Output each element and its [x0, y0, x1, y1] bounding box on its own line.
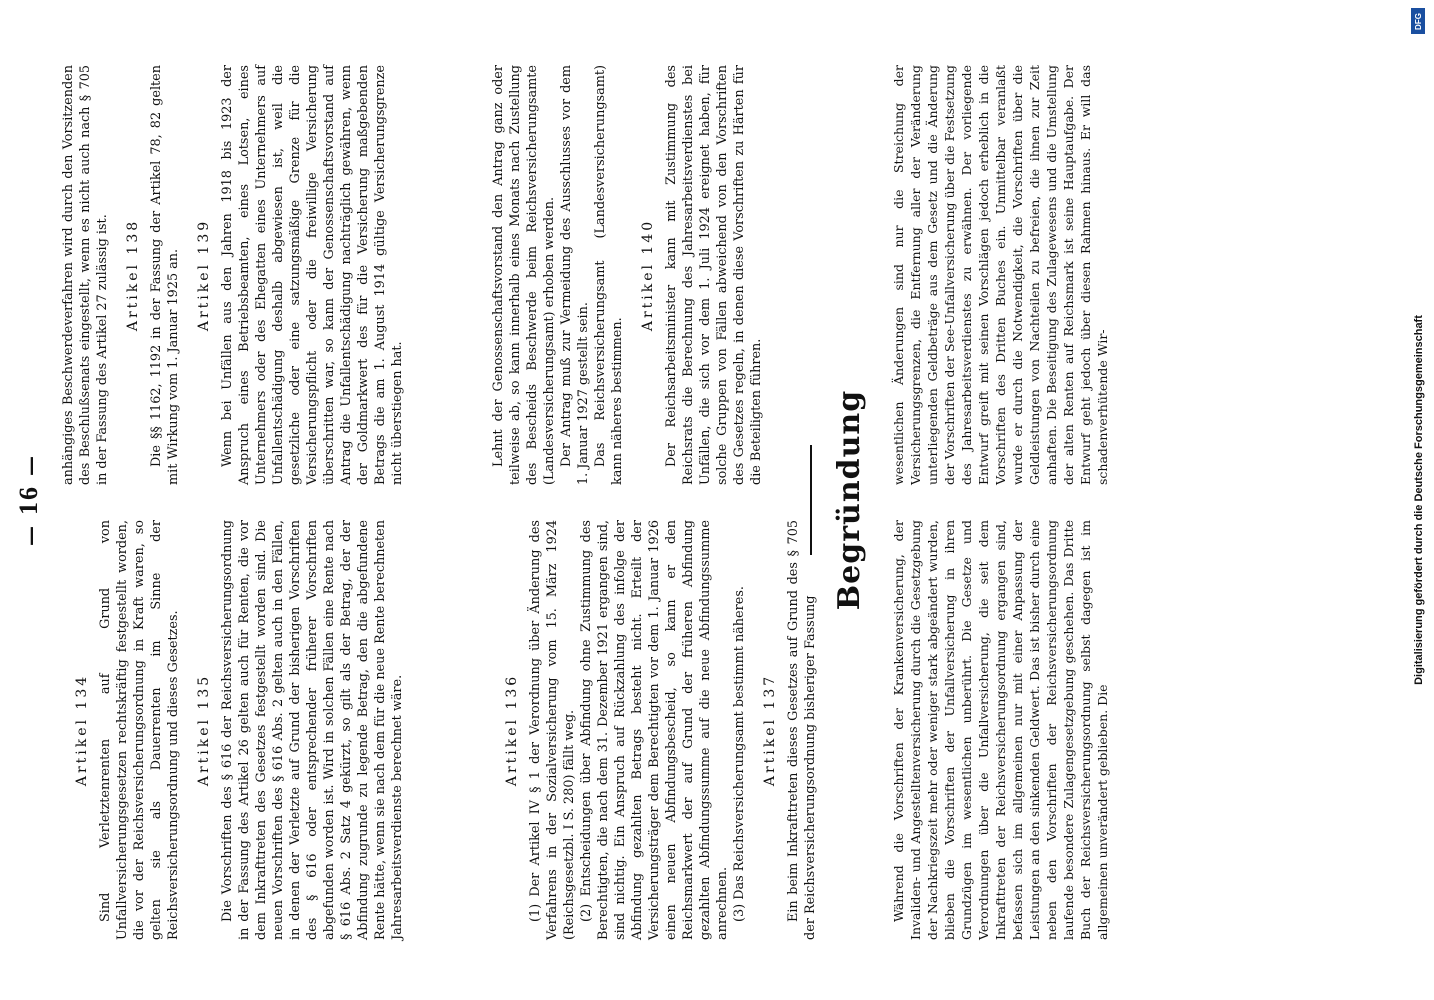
continued-text: anhängiges Beschwerdeverfahren wird durch den Vorsitzenden des Beschlußsenats eingestellt, wenn es nicht auch nach § 705 in der Fassung des Artikel 27 zulässig ist.	[61, 65, 110, 485]
article-text: Der Reichsarbeitsminister kann mit Zustimmung des Reichsrats die Berechnung des Jahresarbeitsverdienstes bei Unfällen, die sich vor dem 1. Juli 1924 ereignet haben, für solche Gruppen von Fällen abweichend von den Vorschriften des Gesetzes regeln, in denen diese Vorschriften zu Härten für die Beteiligten führen.	[664, 65, 764, 485]
dfg-credit-text: Digitalisierung gefördert durch die Deutsche Forschungsgemeinschaft	[1413, 315, 1425, 685]
begruendung-rotated	[810, 60, 1210, 940]
article-paragraph: (1) Der Artikel IV § 1 der Verordnung über Änderung des Verfahrens in der Sozialversicherung vom 15. März 1924 (Reichsgesetzbl. I S. 280) fällt weg.	[528, 520, 577, 940]
article-text: Die §§ 1162, 1192 in der Fassung der Artikel 78, 82 gelten mit Wirkung vom 1. Januar 1925 an.	[149, 65, 181, 485]
article-text: Sind Verletztenrenten auf Grund von Unfallversicherungsgesetzen rechtskräftig festgestellt worden, die vor der Reichsversicherungsordnung in Kraft waren, so gelten sie als Dauerrenten im Sinne der Reichsversicherungsordnung und dieses Gesetzes.	[98, 520, 181, 940]
column-2	[490, 520, 819, 940]
article-heading: Artikel 136	[504, 673, 520, 787]
dfg-logo: DFG	[1411, 8, 1425, 34]
section-title: Begründung	[832, 389, 867, 611]
article-heading: Artikel 139	[196, 218, 212, 332]
article-heading: Artikel 138	[125, 218, 141, 332]
article-text: Wenn bei Unfällen aus den Jahren 1918 bis 1923 der Anspruch eines Betriebsbeamten, eines Lotsen, eines Unternehmers oder des Ehegatten eines Unternehmers auf Unfallentschädigung deshalb abgewiesen ist, weil die gesetzliche oder eine satzungsmäßige Grenze für die Versicherungspflicht oder die freiwillige Versicherung überschritten war, so kann der Genossenschaftsvorstand auf Antrag die Unfallentschädigung nachträglich gewähren, wenn der Goldmarkwert des für die Versicherung maßgebenden Betrags die am 1. August 1914 gültige Versicherungsgrenze nicht überstiegen hat.	[220, 65, 405, 485]
article-heading: Artikel 134	[74, 673, 90, 787]
rotated-page-content	[14, 60, 920, 940]
article-paragraph: Lehnt der Genossenschaftsvorstand den Antrag ganz oder teilweise ab, so kann innerhalb eines Monats nach Zustellung des Bescheids Beschwerde beim Reichsversicherungsamte (Landesversicherungsamt) erhoben werden.	[491, 65, 557, 485]
column-1	[60, 520, 406, 940]
column-3	[60, 65, 406, 485]
dfg-sidebar	[1408, 0, 1430, 1000]
article-paragraph: Der Antrag muß zur Vermeidung des Ausschlusses vor dem 1. Januar 1927 gestellt sein.	[559, 65, 591, 485]
article-paragraph: (3) Das Reichsversicherungsamt bestimmt näheres.	[732, 586, 747, 922]
page-number: 16	[14, 485, 43, 515]
column-4	[490, 65, 765, 485]
begruendung-column-2: wesentlichen Änderungen sind nur die Streichung der Versicherungsgrenzen, die Entfernung aller der Veränderung unterliegenden Geldbeträge aus dem Gesetz und die Änderung der Vorschriften der See-Unfallversicherung über die Festsetzung des Jahresarbeitsverdienstes zu erwähnen. Der vorliegende Entwurf greift mit seinen Vorschlägen jedoch erheblich in die Vorschriften des Dritten Buches ein. Unmittelbar veranlaßt wurde er durch die Notwendigkeit, die Vorschriften über die Geldleistungen von Nachteilen zu befreien, die ihnen zur Zeit anhaften. Die Beseitigung des Zulagewesens und die Umstellung der alten Renten auf Reichsmark ist seine Hauptaufgabe. Der Entwurf geht jedoch über diesen Rahmen hinaus. Er will das schadenverhütende Wir-	[891, 65, 1110, 485]
page-header: — 16 —	[14, 454, 43, 546]
article-text: Die Vorschriften des § 616 der Reichsversicherungsordnung in der Fassung des Artikel 26 gelten auch für Renten, die vor dem Inkrafttreten des Gesetzes festgestellt worden sind. Die neuen Vorschriften des § 616 Abs. 2 gelten auch in den Fällen, in denen der Verletzte auf Grund der bisherigen Vorschriften des § 616 oder entsprechender früherer Vorschriften abgefunden worden ist. Wird in solchen Fällen eine Rente nach § 616 Abs. 2 Satz 4 gekürzt, so gilt als der Betrag, der der Abfindung zugrunde zu legende Betrag, den die abgefundene Rente hätte, wenn sie nach dem für die neue Rente berechneten Jahresarbeitsverdienste berechnet wäre.	[220, 520, 405, 940]
section-divider	[810, 445, 812, 555]
article-heading: Artikel 140	[640, 218, 656, 332]
article-heading: Artikel 137	[762, 673, 778, 787]
begruendung-column-1: Während die Vorschriften der Krankenversicherung, der Invaliden- und Angestelltenversicherung durch die Gesetzgebung der Nachkriegszeit mehr oder weniger stark abgeändert wurden, blieben die Vorschriften der Unfallversicherung in ihren Grundzügen im wesentlichen unberührt. Die Gesetze und Verordnungen über die Unfallversicherung, die seit dem Inkrafttreten der Reichsversicherungsordnung ergangen sind, befassen sich im allgemeinen nur mit einer Anpassung der Leistungen an den sinkenden Geldwert. Das ist bisher durch eine neben den Vorschriften der Reichsversicherungsordnung laufende besondere Zulagengesetzgebung geschehen. Das Dritte Buch der Reichsversicherungsordnung selbst dagegen ist im allgemeinen unverändert geblieben. Die	[891, 520, 1110, 940]
article-paragraph: Das Reichsversicherungsamt (Landesversicherungsamt) kann näheres bestimmen.	[593, 65, 625, 485]
article-heading: Artikel 135	[196, 673, 212, 787]
article-text: Ein beim Inkrafttreten dieses Gesetzes auf Grund des § 705 der Reichsversicherungsordnung bisheriger Fassung	[786, 520, 818, 940]
article-paragraph: (2) Entscheidungen über Abfindung ohne Zustimmung des Berechtigten, die nach dem 31. Dezember 1921 ergangen sind, sind nichtig. Ein Anspruch auf Rückzahlung des infolge der Abfindung gezahlten Betrags besteht nicht. Erteilt der Versicherungsträger dem Berechtigten vor dem 1. Januar 1926 einen neuen Abfindungsbescheid, so kann er den Reichsmarkwert der auf Grund der früheren Abfindung gezahlten Abfindungssumme auf die neue Abfindungssumme anrechnen.	[579, 520, 730, 940]
